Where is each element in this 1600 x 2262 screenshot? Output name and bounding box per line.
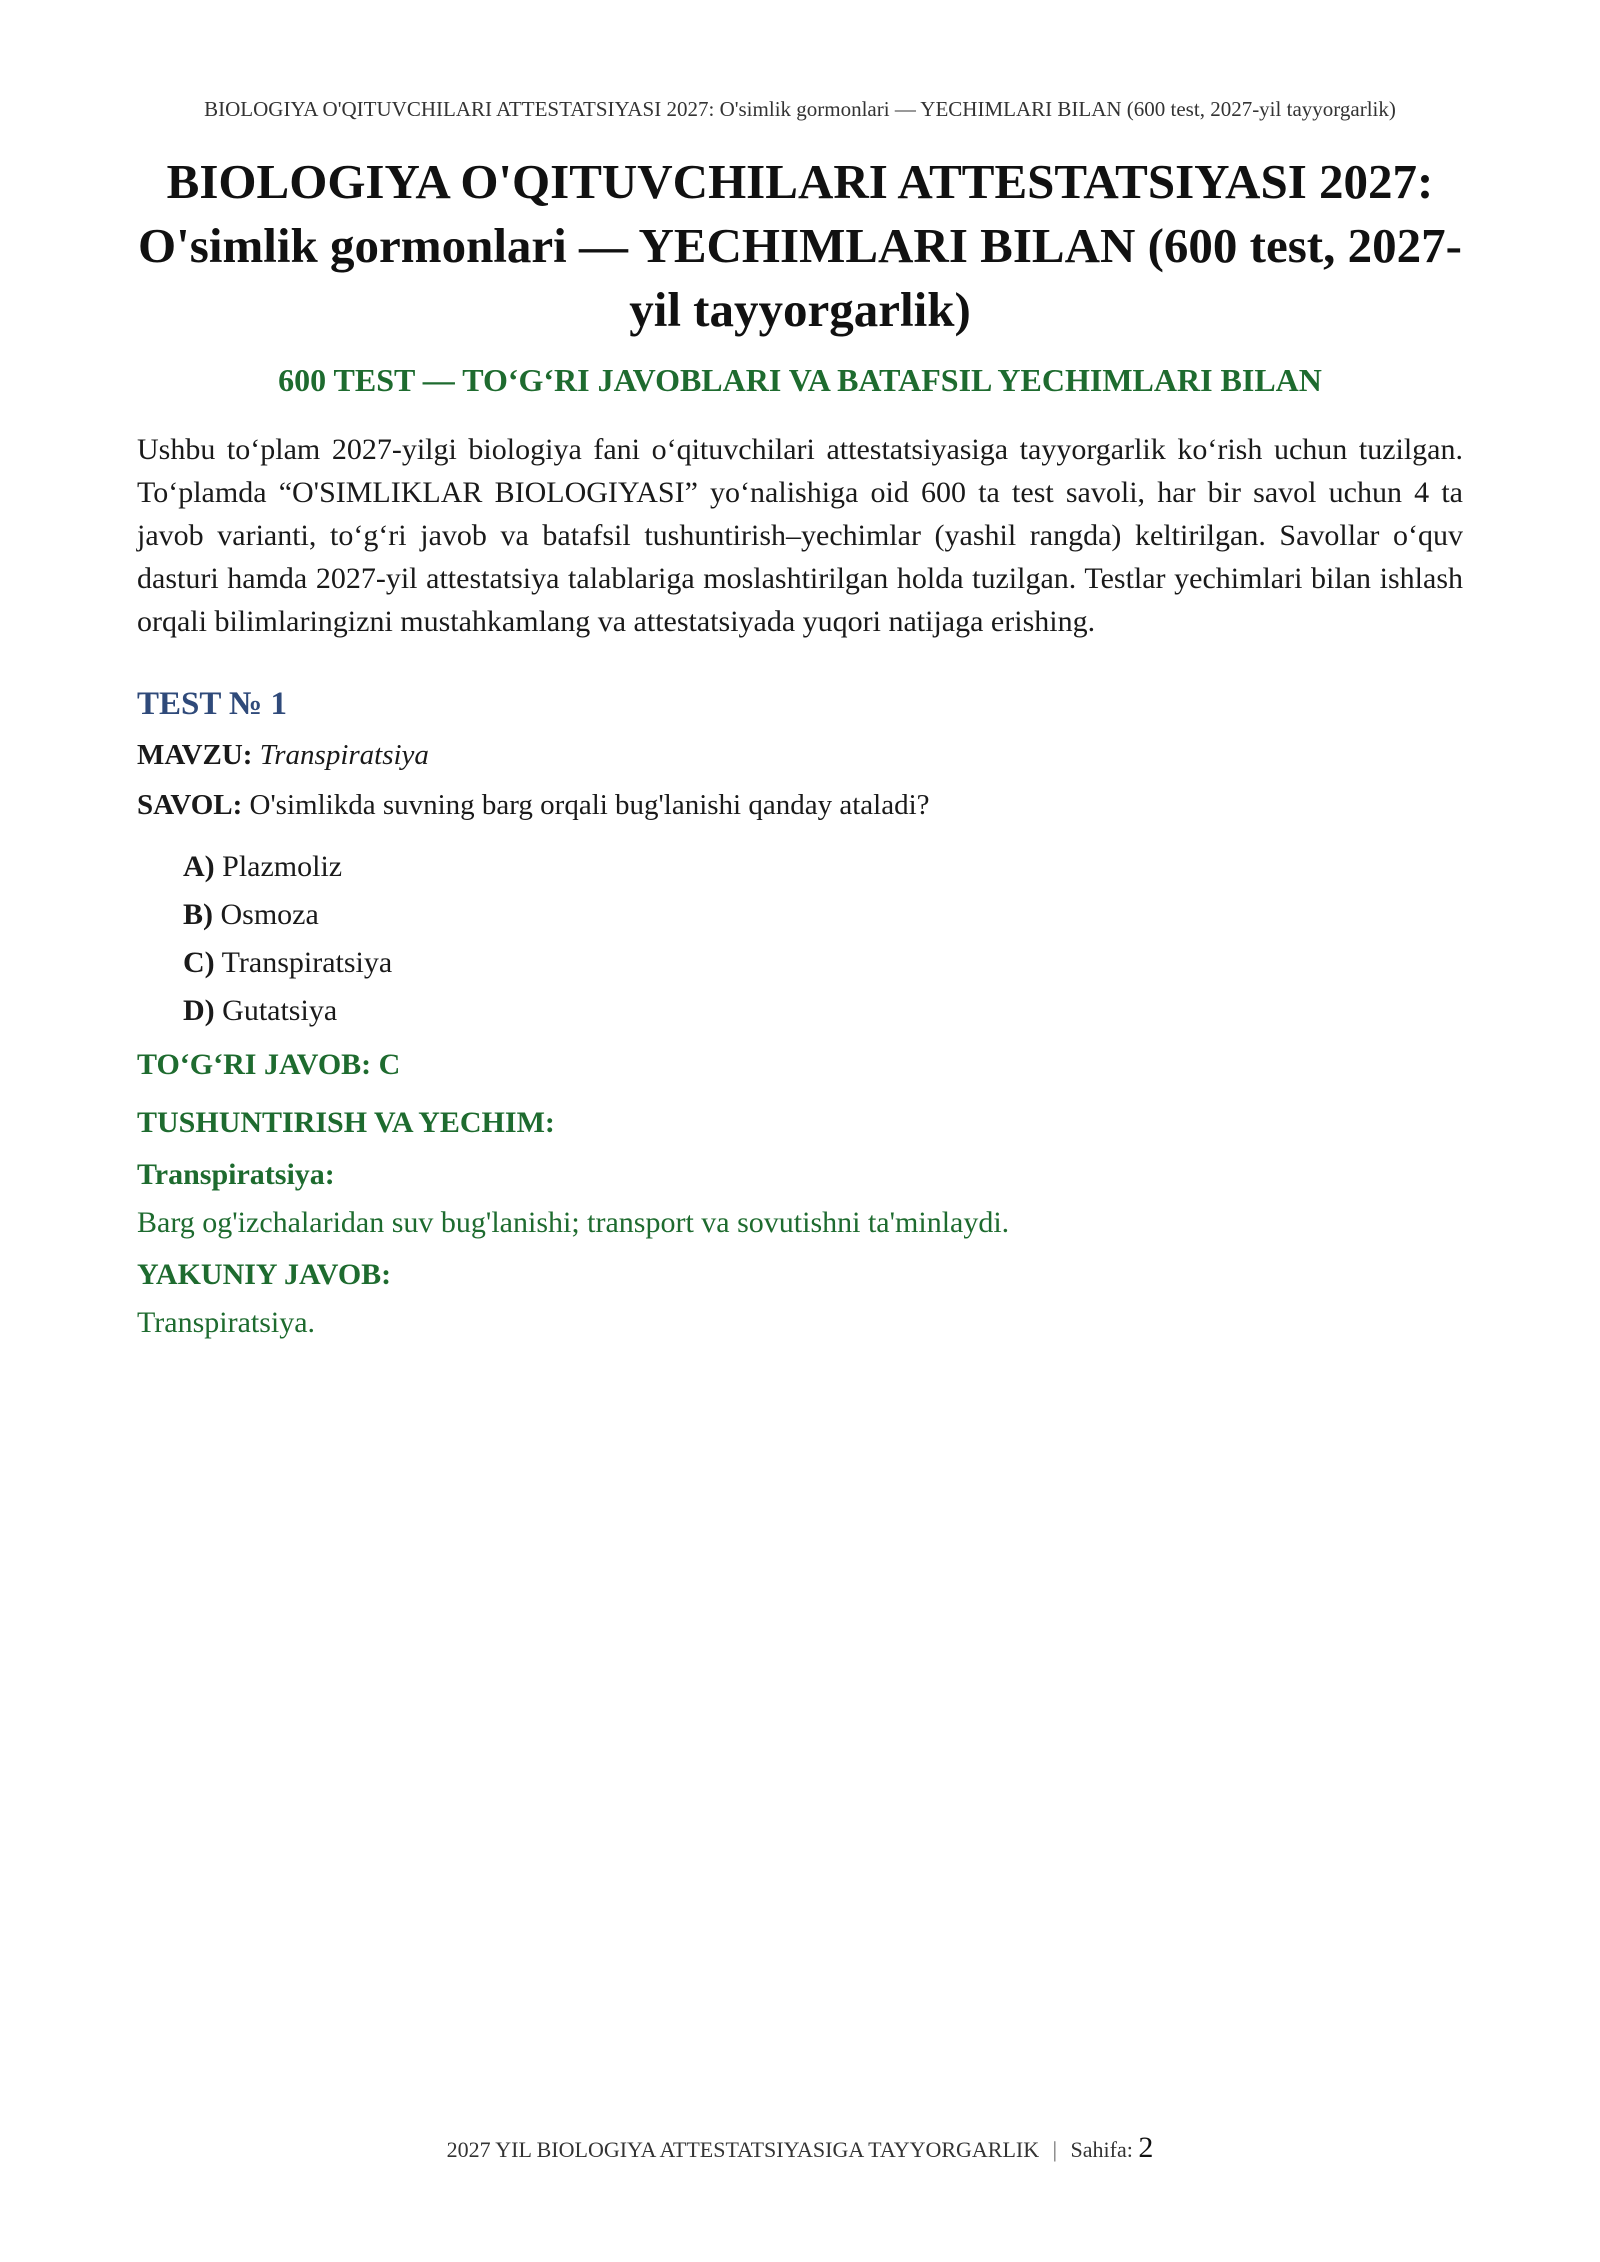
option-letter: B) <box>183 898 213 931</box>
correct-answer: TO‘G‘RI JAVOB: C <box>137 1048 401 1081</box>
final-answer-heading: YAKUNIY JAVOB: <box>137 1258 392 1291</box>
option-letter: D) <box>183 994 215 1027</box>
footer-text: 2027 YIL BIOLOGIYA ATTESTATSIYASIGA TAYYORGARLIK <box>446 2137 1040 2162</box>
page-content <box>137 150 1463 1345</box>
option-b <box>183 891 1463 939</box>
option-text: Osmoza <box>220 898 319 931</box>
explanation-text: Barg og'izchalaridan suv bug'lanishi; transport va sovutishni ta'minlaydi. <box>137 1206 1010 1239</box>
option-c <box>183 939 1463 987</box>
question-text: O'simlikda suvning barg orqali bug'lanishi qanday ataladi? <box>249 789 930 821</box>
explanation-term: Transpiratsiya: <box>137 1158 335 1191</box>
topic-value: Transpiratsiya <box>259 739 429 771</box>
answer-options <box>183 843 1463 1035</box>
question-line <box>137 785 1463 825</box>
option-text: Gutatsiya <box>222 994 338 1027</box>
topic-line <box>137 735 1463 775</box>
option-d <box>183 987 1463 1035</box>
intro-paragraph: Ushbu to‘plam 2027-yilgi biologiya fani o‘qituvchilari attestatsiyasiga tayyorgarlik ko‘rish uchun tuzilgan. To‘plamda “O'SIMLIKLAR BIOLOGIYASI” yo‘nalishiga oid 600 ta test savoli, har bir savol uchun 4 ta javob varianti, to‘g‘ri javob va batafsil tushuntirish–yechimlar (yashil rangda) keltirilgan. Savollar o‘quv dasturi hamda 2027-yil attestatsiya talablariga moslashtirilgan holda tuzilgan. Testlar yechimlari bilan ishlash orqali bilimlaringizni mustahkamlang va attestatsiyada yuqori natijaga erishing. <box>137 433 1463 638</box>
test-heading: TEST № 1 <box>137 686 287 722</box>
page-label: Sahifa: <box>1070 2137 1133 2162</box>
footer-separator: | <box>1052 2137 1058 2162</box>
question-label: SAVOL: <box>137 789 243 821</box>
explanation-heading: TUSHUNTIRISH VA YECHIM: <box>137 1106 555 1139</box>
option-a <box>183 843 1463 891</box>
running-footer <box>160 2132 1440 2166</box>
topic-label: MAVZU: <box>137 739 253 771</box>
option-letter: C) <box>183 946 215 979</box>
option-text: Transpiratsiya <box>221 946 393 979</box>
running-header: BIOLOGIYA O'QITUVCHILARI ATTESTATSIYASI 2027: O'simlik gormonlari — YECHIMLARI BILAN (600 test, 2027-yil tayyorgarlik) <box>204 97 1396 121</box>
option-letter: A) <box>183 850 215 883</box>
final-answer-text: Transpiratsiya. <box>137 1306 316 1339</box>
page-number: 2 <box>1138 2131 1154 2164</box>
option-text: Plazmoliz <box>222 850 343 883</box>
document-title: BIOLOGIYA O'QITUVCHILARI ATTESTATSIYASI 2027: O'simlik gormonlari — YECHIMLARI BILAN (600 test, 2027-yil tayyorgarlik) <box>138 154 1462 337</box>
document-subtitle: 600 TEST — TO‘G‘RI JAVOBLARI VA BATAFSIL YECHIMLARI BILAN <box>278 362 1322 398</box>
